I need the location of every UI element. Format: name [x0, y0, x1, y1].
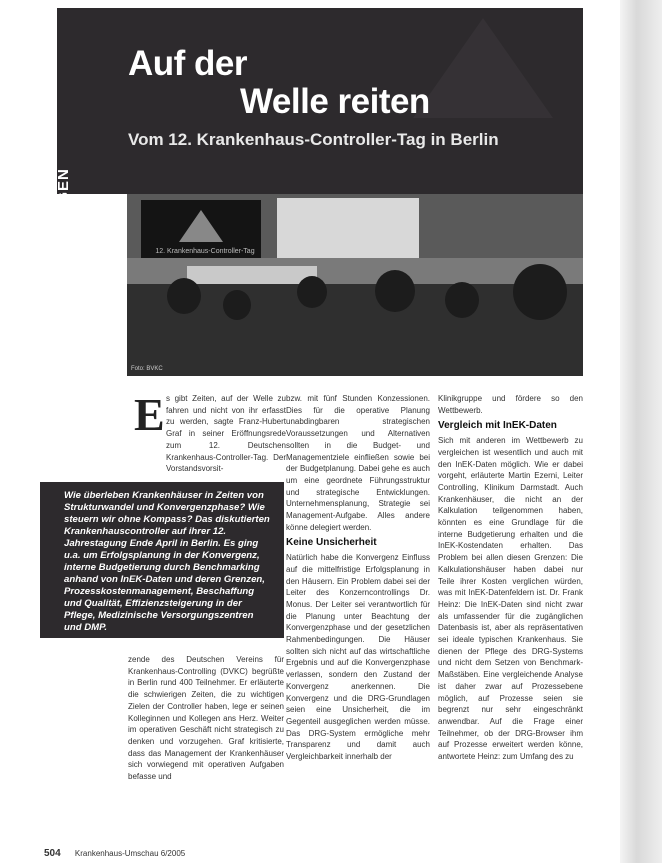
audience-head	[167, 278, 201, 314]
page-footer	[44, 848, 185, 859]
audience-head	[513, 264, 567, 320]
audience-head	[445, 282, 479, 318]
teaser-box	[40, 482, 284, 638]
article-subtitle: Vom 12. Krankenhaus-Controller-Tag in Berlin	[128, 130, 499, 149]
section-label	[54, 160, 83, 280]
page-edge-shadow	[620, 0, 662, 863]
header-triangle-decoration	[413, 18, 553, 118]
screen-logo	[179, 210, 223, 242]
column-1-body	[128, 654, 284, 842]
body-paragraph: Sich mit anderen im Wettbewerb zu vergleichen ist wesentlich und auch mit den InEK-Daten möglich. Wie er dabei vorgeht, erläuterte Martin Ezerni, Leiter Controlling, Klinikum Darmstadt. Auch Krankenhäuser, die nicht an der Kalkulation teilgenommen haben, könnten es eine Grundlage für die interne Budgetierung erhalten und die InEK-Kostendaten erhalten. Das Problem bei allen diesen Grenzen: Die Kalkulationshäuser haben dabei nur Teile ihrer Kosten verglichen würden, was mit InEK-Datenfeldern ist. Dr. Frank Heinz: Die InEK-Daten sind nicht zwar als umfassender für die zugänglichen Datenbasis ist, aber als repräsentativen sei ideale typischen Krankenhaus. Sie dienen der Pflege des DRG-Systems und nicht dem Setzen von Benchmark-Maßstäben. Eine vergleichende Analyse ist daher zwar auf Prozessebene möglich, auf Prozesse seien sie begrenzt nur sehr eingeschränkt anwendbar. Auf die Frage einer Teilnehmer, ob der DRG-Browser ihm auf Prozesse erweitert werden könne, antwortete Heinz: zum Umfang des zu	[438, 436, 583, 762]
title-line-2: Welle reiten	[240, 82, 430, 121]
journal-name: Krankenhaus-Umschau 6/2005	[74, 849, 186, 858]
photo-credit: Foto: BVKC	[131, 366, 163, 372]
screen-text: 12. Krankenhaus-Controller-Tag	[155, 248, 255, 255]
teaser-text: Wie überleben Krankenhäuser in Zeiten von Strukturwandel und Konvergenzphase? Wie steuern wir ohne Kompass? Das diskutierten Krankenhauscontroller auf ihrer 12. Jahrestagung Ende April in Berlin. Es ging u.a. um Erfolgsplanung in der Konvergenz, interne Budgetierung durch Benchmarking anhand von InEK-Daten und deren Grenzen, Prozesskostenmanagement, Beschaffung und Qualität, Effizienzsteigerung in der Pflege, Medizinische Versorgungszentren und DMP.	[64, 490, 270, 633]
section-label-text: TAGUNGEN	[54, 168, 72, 261]
body-paragraph: bzw. mit fünf Stunden Konzessionen. Dies für die operative Planung unabdingbaren strategischen Voraussetzungen und Alternativen sollten in die Budget- und Managementziele einfließen sowie bei der Budgetplanung. Dabei gehe es auch um eine geordnete Führungsstruktur und strategische Entwicklungen. Unternehmensplanung, Strategie sei Management-Aufgabe. Alles andere könne delegiert werden.	[286, 394, 430, 532]
audience-head	[375, 270, 415, 312]
body-paragraph: zende des Deutschen Vereins für Krankenhaus-Controlling (DVKC) begrüßte in Berlin rund 400 Teilnehmer. Er erläuterte die schwierigen Zeiten, die zu wichtigen Zielen der Controller haben, lege er seinen Kolleginnen und Kollegen ans Herz. Weiter im operativen Geschäft nicht strategisch zu denken und vorzugehen. Graf kritisierte, dass das Management der Krankenhäuser sich vorwiegend mit operativen Aufgaben befasse und	[128, 655, 284, 782]
conference-photo	[127, 194, 583, 376]
page-number: 504	[44, 848, 61, 859]
column-3	[438, 393, 583, 847]
audience-head	[223, 290, 251, 320]
projection-screen-right	[277, 198, 419, 260]
drop-cap: E	[134, 389, 165, 440]
title-line-1: Auf der	[128, 44, 247, 83]
audience-head	[297, 276, 327, 308]
column-1-intro	[166, 393, 286, 475]
body-paragraph: Klinikgruppe und fördere so den Wettbewerb.	[438, 394, 583, 415]
subheading: Keine Unsicherheit	[286, 537, 377, 549]
intro-paragraph: s gibt Zeiten, auf der Welle zu fahren und nicht von ihr erfasst zu werden, sagte Franz-Hubert Graf in seiner Eröffnungsrede zum 12. Deutschen Krankenhaus-Controller-Tag. Der Vorstandsvorsit-	[166, 394, 286, 474]
body-paragraph: Natürlich habe die Konvergenz Einfluss auf die mittelfristige Erfolgsplanung in den Häusern. Ein Problem dabei sei der Leiter des Konzerncontrollings Dr. Monus. Der Leiter sei verantwortlich für die Planung unter Beachtung der Konvergenzphase und der gesetzlichen Rahmenbedingungen. Die Häuser sollten sich nicht auf das wirtschaftliche Ergebnis und auf die Konvergenzphase verlassen, sondern den Zustand der Konvergenz anerkennen. Die Konvergenz und die DRG-Grundlagen seien eine Unsicherheit, die im Gegenteil ausgeglichen werden müsse. Das DRG-System ermögliche mehr Transparenz und damit auch Vergleichbarkeit innerhalb der	[286, 553, 430, 762]
column-2	[286, 393, 430, 845]
subheading: Vergleich mit InEK-Daten	[438, 420, 557, 432]
